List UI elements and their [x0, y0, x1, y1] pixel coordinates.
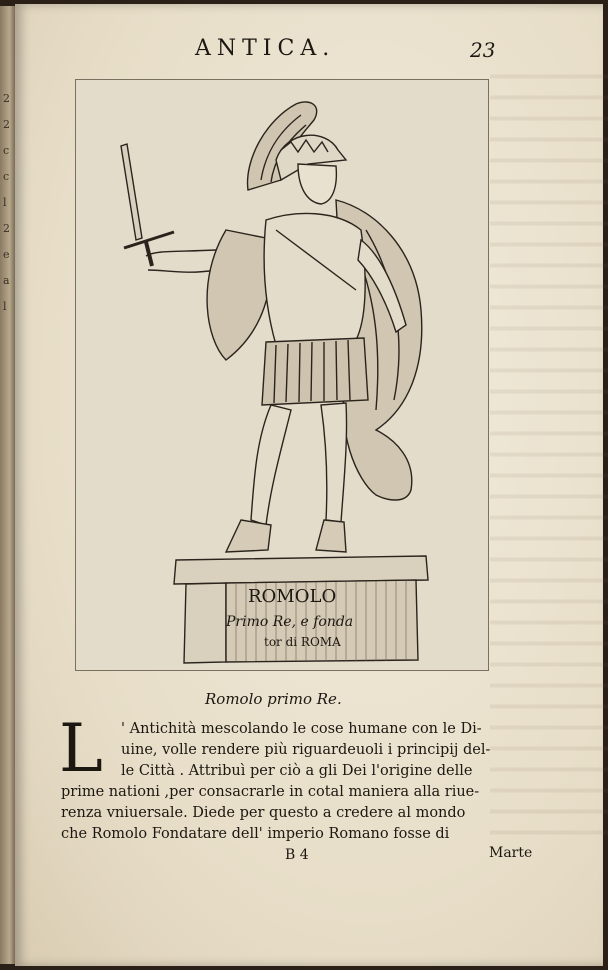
- engraving-plate: [75, 79, 489, 671]
- body-line: uine, volle rendere più riguardeuoli i principij del-: [121, 742, 491, 758]
- body-line: renza vniuersale. Diede per questo a credere al mondo: [61, 805, 466, 821]
- drop-cap: L: [59, 710, 103, 787]
- plate-caption: Romolo primo Re.: [205, 690, 342, 708]
- pedestal-line-3: tor di ROMA: [264, 635, 341, 649]
- pedestal-title: ROMOLO: [248, 586, 337, 607]
- romulus-statue-engraving: [76, 80, 488, 670]
- body-text: [61, 719, 543, 845]
- running-head: ANTICA.: [195, 36, 336, 61]
- pedestal-line-2: Primo Re, e fonda: [226, 614, 354, 630]
- page-number: 23: [470, 38, 496, 62]
- body-line: che Romolo Fondatare dell' imperio Romano fosse di: [61, 826, 450, 842]
- catchword: Marte: [489, 845, 533, 861]
- book-page: [15, 4, 603, 966]
- facing-page-fragments: 2 2 c c l 2 e a l: [3, 92, 10, 313]
- facing-page-edge: [0, 6, 16, 964]
- body-line: prime nationi ,per consacrarle in cotal maniera alla riue-: [61, 784, 480, 800]
- signature-mark: B 4: [285, 847, 309, 863]
- body-line: le Città . Attribuì per ciò a gli Dei l'origine delle: [121, 763, 473, 779]
- body-line: ' Antichità mescolando le cose humane con le Di-: [121, 721, 482, 737]
